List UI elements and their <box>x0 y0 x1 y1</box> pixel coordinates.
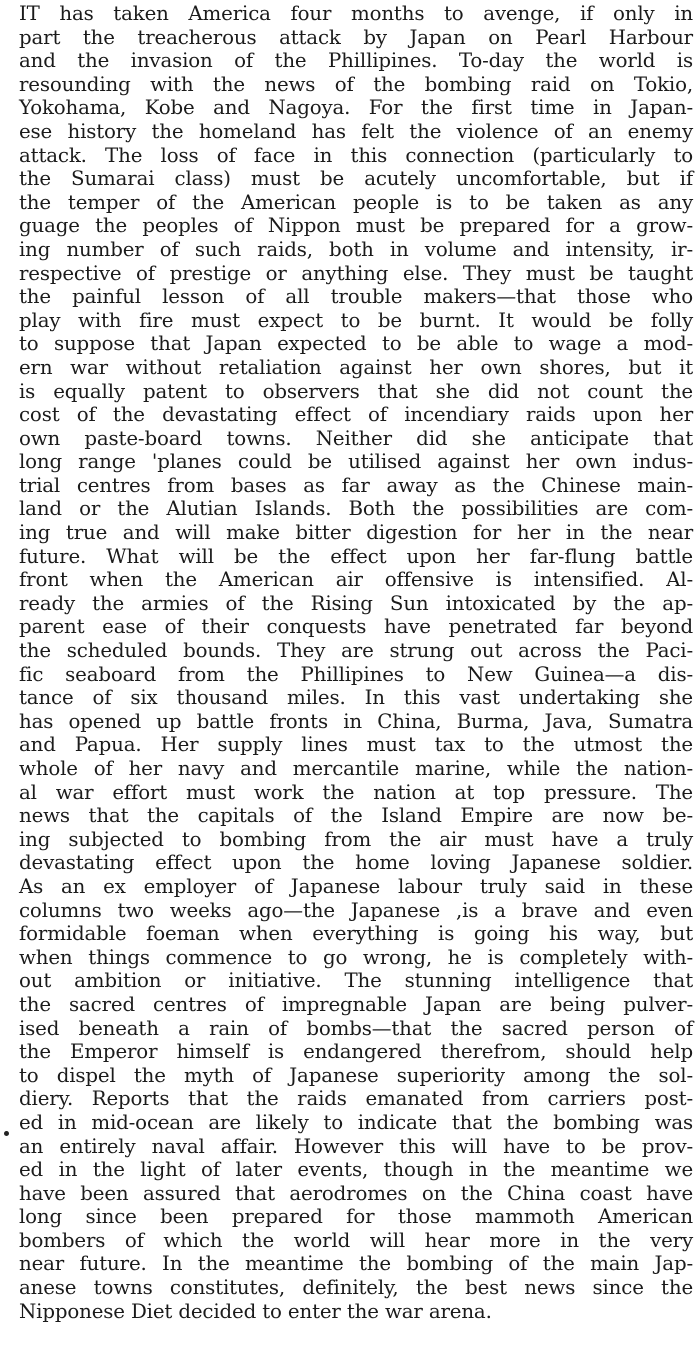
article-line: future. What will be the effect upon her far-flung battle <box>19 544 693 568</box>
article-line: attack. The loss of face in this connection (particularly to <box>19 143 693 167</box>
article-line: has opened up battle fronts in China, Burma, Java, Sumatra <box>19 709 693 733</box>
article-line: Yokohama, Kobe and Nagoya. For the first time in Japan- <box>19 96 693 120</box>
article-line: formidable foeman when everything is going his way, but <box>19 922 693 946</box>
article-line: own paste-board towns. Neither did she anticipate that <box>19 426 693 450</box>
article-line: is equally patent to observers that she did not count the <box>19 379 693 403</box>
article-line: part the treacherous attack by Japan on Pearl Harbour <box>19 25 693 49</box>
article-line: ready the armies of the Rising Sun intoxicated by the ap- <box>19 591 693 615</box>
article-line: the painful lesson of all trouble makers—that those who <box>19 285 693 309</box>
article-line: when things commence to go wrong, he is completely with- <box>19 945 693 969</box>
article-line: the Emperor himself is endangered therefrom, should help <box>19 1040 693 1064</box>
article-line: parent ease of their conquests have penetrated far beyond <box>19 615 693 639</box>
article-line: anese towns constitutes, definitely, the best news since the <box>19 1276 693 1300</box>
article-line: ed in the light of later events, though in the meantime we <box>19 1158 693 1182</box>
article-line: an entirely naval affair. However this will have to be prov- <box>19 1134 693 1158</box>
article-line: ese history the homeland has felt the violence of an enemy <box>19 119 693 143</box>
article-line: near future. In the meantime the bombing of the main Jap- <box>19 1252 693 1276</box>
article-line: the scheduled bounds. They are strung out across the Paci- <box>19 639 693 663</box>
article-line: the sacred centres of impregnable Japan are being pulver- <box>19 992 693 1016</box>
article-line: ed in mid-ocean are likely to indicate that the bombing was <box>19 1110 693 1134</box>
article-line: tance of six thousand miles. In this vast undertaking she <box>19 686 693 710</box>
article-line: ised beneath a rain of bombs—that the sacred person of <box>19 1016 693 1040</box>
article-line: Nipponese Diet decided to enter the war arena. <box>19 1299 492 1323</box>
margin-dot-mark <box>4 1131 9 1136</box>
article-line: columns two weeks ago—the Japanese ,is a brave and even <box>19 898 693 922</box>
article-line: to dispel the myth of Japanese superiority among the sol- <box>19 1063 693 1087</box>
article-line: ing true and will make bitter digestion for her in the near <box>19 521 693 545</box>
article-line: the temper of the American people is to be taken as any <box>19 190 693 214</box>
article-line: devastating effect upon the home loving Japanese soldier. <box>19 851 693 875</box>
article-line: front when the American air offensive is intensified. Al- <box>19 568 693 592</box>
article-line: play with fire must expect to be burnt. It would be folly <box>19 308 693 332</box>
article-line: long range 'planes could be utilised against her own indus- <box>19 450 693 474</box>
article-line: guage the peoples of Nippon must be prepared for a grow- <box>19 214 693 238</box>
article-line: ing number of such raids, both in volume and intensity, ir- <box>19 237 693 261</box>
article-line: out ambition or initiative. The stunning intelligence that <box>19 969 693 993</box>
article-column <box>19 2 693 1323</box>
article-line: to suppose that Japan expected to be able to wage a mod- <box>19 332 693 356</box>
article-line: have been assured that aerodromes on the China coast have <box>19 1181 693 1205</box>
article-line: whole of her navy and mercantile marine, while the nation- <box>19 757 693 780</box>
article-line: ern war without retaliation against her own shores, but it <box>19 355 693 379</box>
article-line: and the invasion of the Phillipines. To-day the world is <box>19 49 693 73</box>
article-line: diery. Reports that the raids emanated from carriers post- <box>19 1087 693 1111</box>
article-line: long since been prepared for those mammoth American <box>19 1205 693 1229</box>
article-line: the Sumarai class) must be acutely uncomfortable, but if <box>19 167 693 191</box>
article-line: IT has taken America four months to avenge, if only in <box>19 2 693 25</box>
article-line: land or the Alutian Islands. Both the possibilities are com- <box>19 497 693 521</box>
article-line: respective of prestige or anything else. They must be taught <box>19 261 693 285</box>
article-line: and Papua. Her supply lines must tax to the utmost the <box>19 733 693 757</box>
article-line: fic seaboard from the Phillipines to New Guinea—a dis- <box>19 662 693 686</box>
article-line: bombers of which the world will hear more in the very <box>19 1228 693 1252</box>
article-line: resounding with the news of the bombing raid on Tokio, <box>19 72 693 96</box>
article-line: ing subjected to bombing from the air must have a truly <box>19 827 693 851</box>
article-line: As an ex employer of Japanese labour truly said in these <box>19 874 693 898</box>
article-line: al war effort must work the nation at top pressure. The <box>19 780 693 804</box>
article-line: trial centres from bases as far away as the Chinese main- <box>19 473 693 497</box>
article-line: cost of the devastating effect of incendiary raids upon her <box>19 403 693 427</box>
article-line: news that the capitals of the Island Empire are now be- <box>19 804 693 828</box>
